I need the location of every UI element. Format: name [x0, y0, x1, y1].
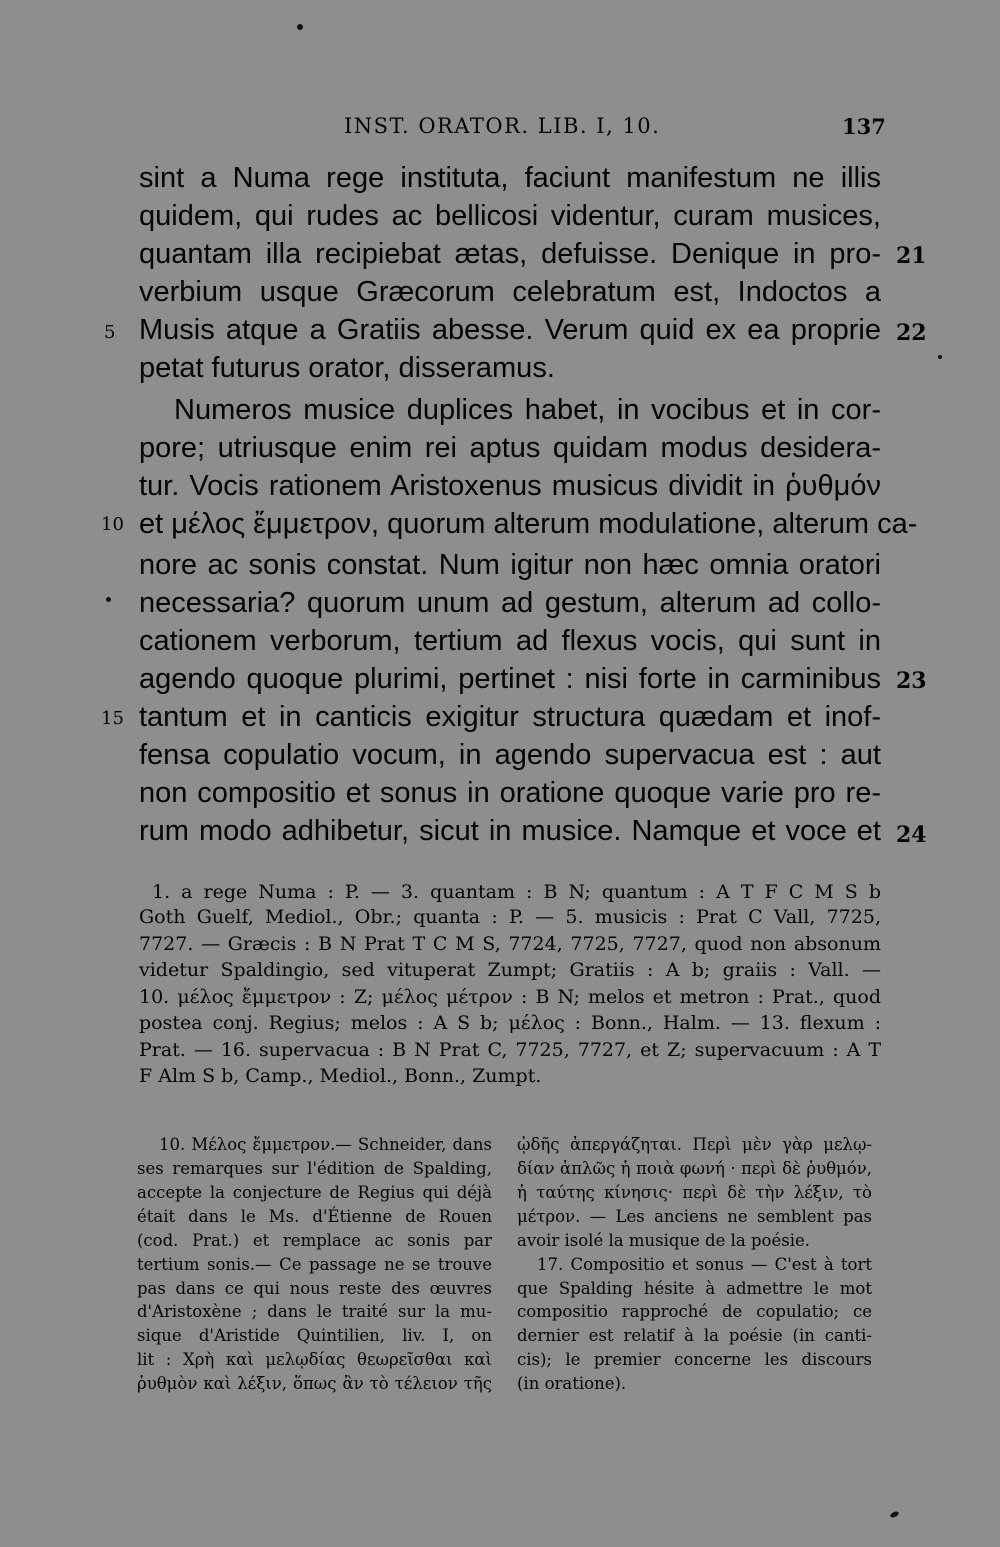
note-line: que Spalding hésite à admettre le mot [517, 1279, 872, 1298]
margin-dot [106, 597, 111, 602]
text-line: nore ac sonis constat. Num igitur non hæc omnia oratori [139, 549, 881, 581]
apparatus-line: 10. μέλος ἔμμετρον : Z; μέλος μέτρον : B N; melos et metron : Prat., quod [139, 986, 881, 1008]
section-number: 21 [896, 243, 927, 269]
running-title: INST. ORATOR. LIB. I, 10. [344, 114, 661, 138]
text-line: Musis atque a Gratiis abesse. Verum quid ex ea proprie [139, 314, 881, 346]
note-line: sique d'Aristide Quintilien, liv. I, on [137, 1326, 492, 1345]
text-line: et μέλος ἔμμετρον, quorum alterum modulatione, alterum ca- [139, 508, 918, 540]
note-line: ῥυθμὸν καὶ λέξιν, ὅπως ἂν τὸ τέλειον τῆς [137, 1374, 492, 1393]
note-line: accepte la conjecture de Regius qui déjà [137, 1183, 492, 1202]
note-line: compositio rapproché de copulatio; ce [517, 1302, 872, 1321]
section-number: 22 [896, 320, 927, 346]
ink-speck-bottom [889, 1510, 899, 1518]
line-number: 10 [101, 514, 124, 535]
page-number: 137 [842, 114, 886, 139]
note-line: tertium sonis.— Ce passage ne se trouve [137, 1255, 492, 1274]
text-line: petat futurus orator, disseramus. [139, 352, 555, 384]
text-line: sint a Numa rege instituta, faciunt manifestum ne illis [139, 162, 881, 194]
apparatus-line: postea conj. Regius; melos : A S b; μέλος : Bonn., Halm. — 13. flexum : [139, 1012, 881, 1034]
text-line: verbium usque Græcorum celebratum est, Indoctos a [139, 276, 881, 308]
text-line: fensa copulatio vocum, in agendo supervacua est : aut [139, 739, 881, 771]
note-line: (in oratione). [517, 1374, 627, 1393]
note-line: ᾠδῆς ἀπεργάζηται. Περὶ μὲν γὰρ μελῳ- [517, 1135, 872, 1154]
note-line: (cod. Prat.) et remplace ac sonis par [137, 1231, 492, 1250]
text-line: pore; utriusque enim rei aptus quidam modus desidera- [139, 432, 881, 464]
ink-speck-top [297, 24, 303, 30]
text-line: tantum et in canticis exigitur structura quædam et inof- [139, 701, 881, 733]
note-line: cis); le premier concerne les discours [517, 1350, 872, 1369]
apparatus-line: Goth Guelf, Mediol., Obr.; quanta : P. — 5. musicis : Prat C Vall, 7725, [139, 906, 881, 928]
apparatus-line: F Alm S b, Camp., Mediol., Bonn., Zumpt. [139, 1065, 542, 1087]
text-line: necessaria? quorum unum ad gestum, alterum ad collo- [139, 587, 881, 619]
line-number: 5 [104, 322, 116, 343]
line-number: 15 [101, 708, 124, 729]
text-line: tur. Vocis rationem Aristoxenus musicus dividit in ῥυθμόν [139, 470, 881, 502]
note-line: ses remarques sur l'édition de Spalding, [137, 1159, 492, 1178]
text-line: cationem verborum, tertium ad flexus vocis, qui sunt in [139, 625, 881, 657]
apparatus-line: Prat. — 16. supervacua : B N Prat C, 7725, 7727, et Z; supervacuum : A T [139, 1039, 881, 1061]
note-line: avoir isolé la musique de la poésie. [517, 1231, 810, 1250]
note-line: 10. Μέλος ἔμμετρον.— Schneider, dans [159, 1135, 492, 1154]
note-line: μέτρον. — Les anciens ne semblent pas [517, 1207, 872, 1226]
text-line: agendo quoque plurimi, pertinet : nisi forte in carminibus [139, 663, 881, 695]
section-number: 23 [896, 668, 927, 694]
text-line: rum modo adhibetur, sicut in musice. Namque et voce et [139, 815, 881, 847]
note-line: était dans le Ms. d'Étienne de Rouen [137, 1207, 492, 1226]
note-line: dernier est relatif à la poésie (in canti- [517, 1326, 872, 1345]
note-line: lit : Χρὴ καὶ μελῳδίας θεωρεῖσθαι καὶ [137, 1350, 492, 1369]
apparatus-line: 7727. — Græcis : B N Prat T C M S, 7724, 7725, 7727, quod non absonum [139, 933, 881, 955]
text-line: quidem, qui rudes ac bellicosi videntur, curam musices, [139, 200, 881, 232]
note-line: δίαν ἁπλῶς ἡ ποιὰ φωνή · περὶ δὲ ῥυθμόν, [517, 1159, 872, 1178]
note-line: 17. Compositio et sonus — C'est à tort [537, 1255, 872, 1274]
text-line: non compositio et sonus in oratione quoque varie pro re- [139, 777, 881, 809]
note-line: d'Aristoxène ; dans le traité sur la mu- [137, 1302, 492, 1321]
apparatus-line: 1. a rege Numa : P. — 3. quantam : B N; quantum : A T F C M S b [152, 881, 881, 903]
note-line: ἡ ταύτης κίνησις· περὶ δὲ τὴν λέξιν, τὸ [517, 1183, 872, 1202]
section-number: 24 [896, 822, 927, 848]
apparatus-line: videtur Spaldingio, sed vituperat Zumpt; Gratiis : A b; graiis : Vall. — [139, 959, 881, 981]
text-line: Numeros musice duplices habet, in vocibus et in cor- [174, 394, 881, 426]
text-line: quantam illa recipiebat ætas, defuisse. Denique in pro- [139, 238, 881, 270]
note-line: pas dans ce qui nous reste des œuvres [137, 1279, 492, 1298]
margin-dot [938, 355, 942, 359]
